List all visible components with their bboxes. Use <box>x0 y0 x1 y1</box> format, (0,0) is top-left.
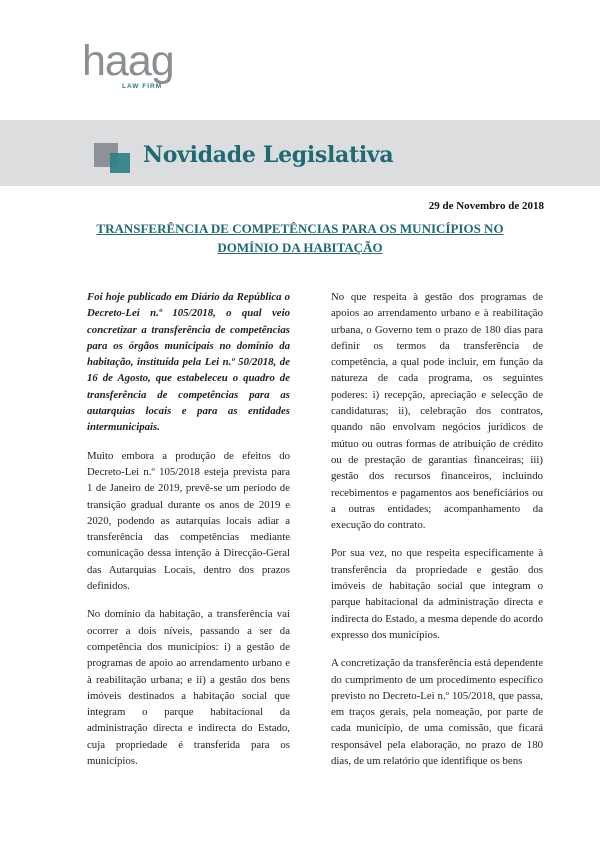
band-title: Novidade Legislativa <box>143 142 394 168</box>
document-title: TRANSFERÊNCIA DE COMPETÊNCIAS PARA OS MUNICÍPIOS NO DOMÍNIO DA HABITAÇÃO <box>96 221 504 255</box>
haag-logo <box>82 37 192 100</box>
logo-subtitle: LAW FIRM <box>122 83 163 90</box>
paragraph: No que respeita à gestão dos programas de apoios ao arrendamento urbano e à reabilitação urbana, o Governo tem o prazo de 180 dias para definir os termos da transferência de competência, a qual pode incluir, em função da natureza de cada programa, os seguintes poderes: i) recepção, apreciação e selecção de candidaturas; ii), celebração dos contratos, quando não envolvam negócios jurídicos de mútuo ou outras formas de atribuição de crédito ou de prestação de garantias financeiras; iii) gestão dos recursos financeiros, incluindo recebimentos e pagamentos aos beneficiários ou a outras entidades; acompanhamento da execução do contrato. <box>331 291 543 532</box>
teal-square-icon <box>110 153 130 173</box>
paragraph: A concretização da transferência está dependente do cumprimento de um procedimento específico previsto no Decreto-Lei n.º 105/2018, que passa, em traços gerais, pela nomeação, por parte de cada município, de uma comissão, que ficará responsável pela elaboração, no prazo de 180 dias, de um relatório que identifique os bens <box>331 657 543 768</box>
paragraph: Por sua vez, no que respeita especificamente à transferência da propriedade e gestão dos imóveis de habitação social que integram o parque habitacional da administração directa e indirecta do Estado, a mesma depende do acordo expresso dos municípios. <box>331 547 543 641</box>
right-column <box>331 289 543 781</box>
lead-paragraph: Foi hoje publicado em Diário da República o Decreto-Lei n.º 105/2018, o qual veio concretizar a transferência de competências para os órgãos municipais no domínio da habitação, instituída pela Lei n.º 50/2018, de 16 de Agosto, que estabeleceu o quadro de transferência de competências para as autarquias locais e para as entidades intermunicipais. <box>87 291 290 434</box>
document-date: 29 de Novembro de 2018 <box>428 200 544 212</box>
left-column <box>87 289 290 781</box>
paragraph: No domínio da habitação, a transferência vai ocorrer a dois níveis, passando a ser da competência dos municípios: i) a gestão de programas de apoio ao arrendamento urbano e à reabilitação urbana; e ii) a gestão dos bens imóveis destinados a habitação social que integram o parque habitacional da administração directa e indirecta do Estado, cuja propriedade é transferida para os municípios. <box>87 608 290 768</box>
logo-wordmark: haag <box>82 37 174 85</box>
paragraph: Muito embora a produção de efeitos do Decreto-Lei n.º 105/2018 esteja prevista para 1 de Janeiro de 2019, prevê-se um período de transição gradual durante os anos de 2019 e 2020, podendo as autarquias locais adiar a transferência das competências mediante comunicação dessa intenção à Direcção-Geral das Autarquias Locais, dentro dos prazos definidos. <box>87 449 290 593</box>
